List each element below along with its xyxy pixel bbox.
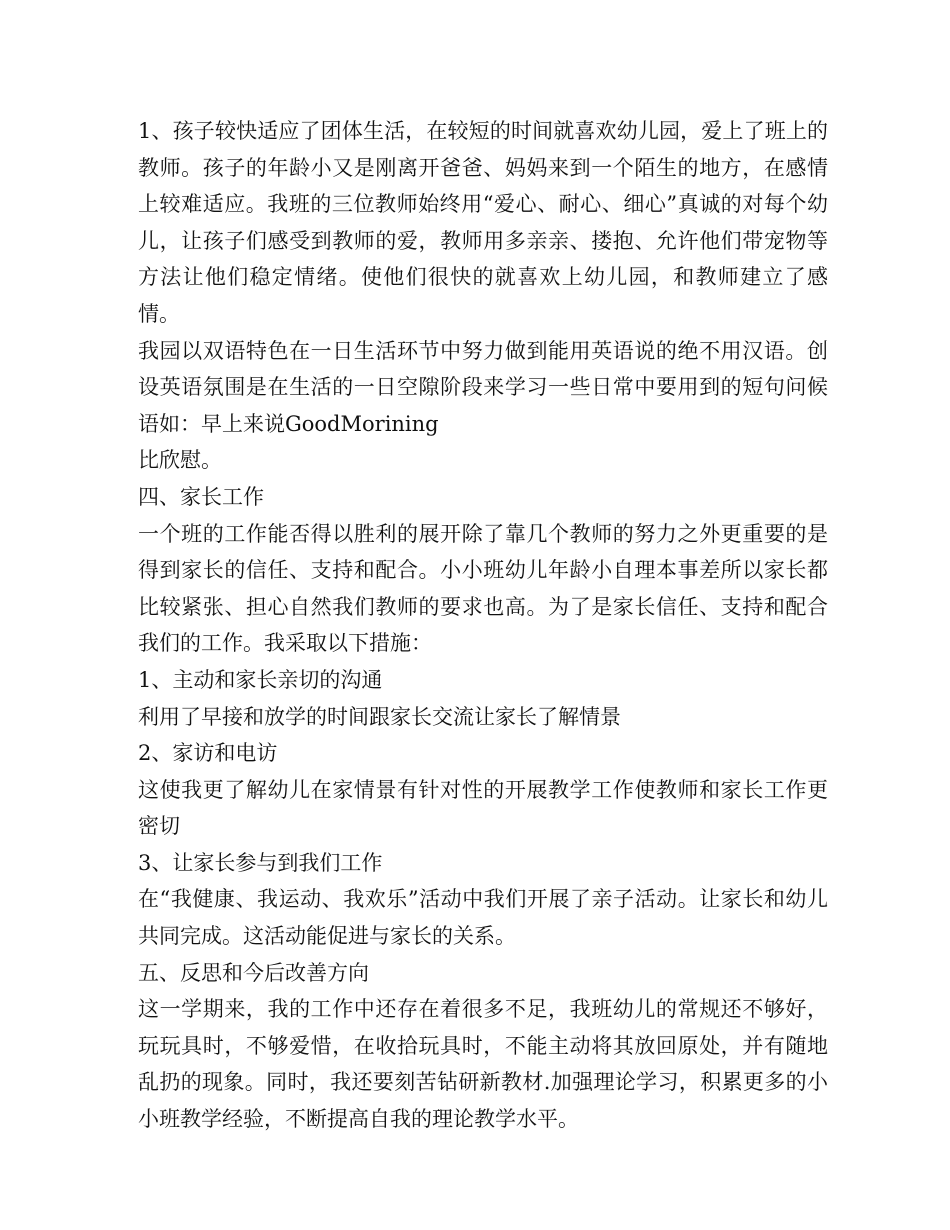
item-heading-parent-participation: 3、让家长参与到我们工作 [138,850,383,875]
item-heading-home-visits: 2、家访和电访 [138,741,278,766]
section-heading-reflection: 五、反思和今后改善方向 [138,960,369,985]
item-heading-communication: 1、主动和家长亲切的沟通 [138,667,383,692]
paragraph-reflection: 这一学期来，我的工作中还存在着很多不足，我班幼儿的常规还不够好，玩玩具时，不够爱惜，在收拾玩具时，不能主动将其放回原处，并有随地乱扔的现象。同时，我还要刻苦钻研新教材.加强理论学习，积累更多的小小班教学经验，不断提高自我的理论教学水平。 [138,997,828,1132]
paragraph-communication: 利用了早接和放学的时间跟家长交流让家长了解情景 [138,704,621,729]
paragraph-parent-work: 一个班的工作能否得以胜利的展开除了靠几个教师的努力之外更重要的是得到家长的信任、支持和配合。小小班幼儿年龄小自理本事差所以家长都比较紧张、担心自然我们教师的要求也高。为了是家长信任、支持和配合我们的工作。我采取以下措施： [138,521,828,656]
paragraph-fragment: 比欣慰。 [138,448,222,473]
paragraph-child-adaptation: 1、孩子较快适应了团体生活，在较短的时间就喜欢幼儿园，爱上了班上的教师。孩子的年龄小又是刚离开爸爸、妈妈来到一个陌生的地方，在感情上较难适应。我班的三位教师始终用“爱心、耐心、细心”真诚的对每个幼儿，让孩子们感受到教师的爱，教师用多亲亲、搂抱、允许他们带宠物等方法让他们稳定情绪。使他们很快的就喜欢上幼儿园，和教师建立了感情。 [138,119,828,326]
document-body [138,113,828,1138]
section-heading-parent-work: 四、家长工作 [138,484,264,509]
paragraph-parent-participation: 在“我健康、我运动、我欢乐”活动中我们开展了亲子活动。让家长和幼儿共同完成。这活动能促进与家长的关系。 [138,887,828,949]
paragraph-bilingual: 我园以双语特色在一日生活环节中努力做到能用英语说的绝不用汉语。创设英语氛围是在生活的一日空隙阶段来学习一些日常中要用到的短句问候语如：早上来说GoodMorining [138,338,828,436]
paragraph-home-visits: 这使我更了解幼儿在家情景有针对性的开展教学工作使教师和家长工作更密切 [138,777,828,839]
